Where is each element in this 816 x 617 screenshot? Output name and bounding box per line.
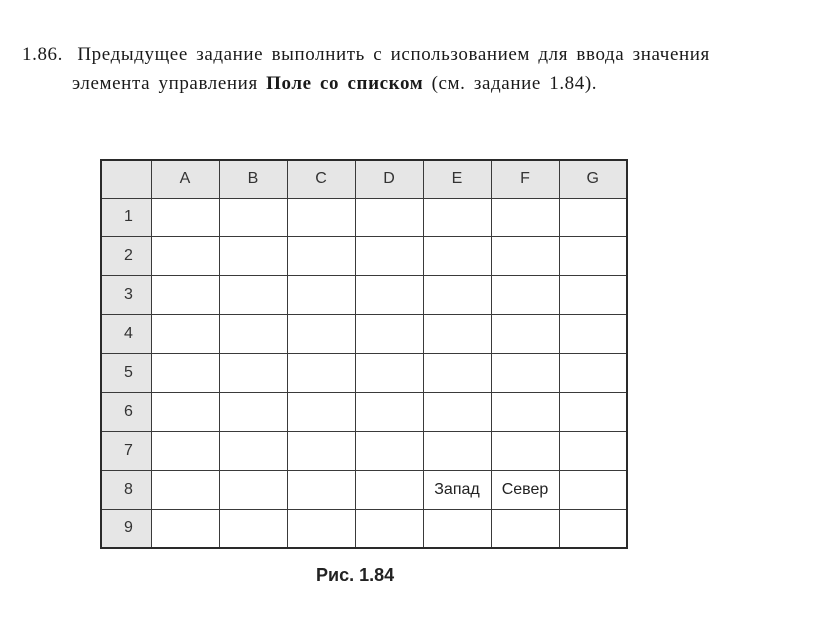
row-header: 9 [101, 509, 151, 548]
cell-a8 [151, 470, 219, 509]
cell-g9 [559, 509, 627, 548]
cell-f4 [491, 315, 559, 354]
row-header: 2 [101, 237, 151, 276]
cell-b6 [219, 392, 287, 431]
cell-b1 [219, 198, 287, 237]
spreadsheet-figure [100, 159, 628, 549]
cell-f8: Север [491, 470, 559, 509]
sheet-body [101, 198, 627, 548]
control-name: Поле со списком [266, 73, 424, 94]
task-text [22, 40, 782, 98]
cell-e8: Запад [423, 470, 491, 509]
table-row [101, 198, 627, 237]
table-row [101, 237, 627, 276]
cell-c5 [287, 354, 355, 393]
task-number: 1.86. [22, 44, 63, 65]
cell-d9 [355, 509, 423, 548]
row-header: 1 [101, 198, 151, 237]
cell-e5 [423, 354, 491, 393]
column-header-c: C [287, 160, 355, 198]
figure-caption: Рис. 1.84 [316, 565, 395, 585]
cell-d8 [355, 470, 423, 509]
column-header-b: B [219, 160, 287, 198]
table-row [101, 354, 627, 393]
column-header-g: G [559, 160, 627, 198]
cell-d1 [355, 198, 423, 237]
task-line-2 [22, 69, 782, 98]
table-row [101, 315, 627, 354]
cell-c4 [287, 315, 355, 354]
cell-e4 [423, 315, 491, 354]
cell-d4 [355, 315, 423, 354]
cell-a4 [151, 315, 219, 354]
row-header: 3 [101, 276, 151, 315]
cell-d6 [355, 392, 423, 431]
table-row [101, 276, 627, 315]
cell-e2 [423, 237, 491, 276]
cell-d3 [355, 276, 423, 315]
cell-a6 [151, 392, 219, 431]
row-header: 6 [101, 392, 151, 431]
cell-d2 [355, 237, 423, 276]
row-header: 4 [101, 315, 151, 354]
cell-f6 [491, 392, 559, 431]
cell-g3 [559, 276, 627, 315]
cell-g7 [559, 431, 627, 470]
task-line-2-suffix: (см. задание 1.84). [431, 73, 598, 94]
cell-a9 [151, 509, 219, 548]
row-header: 7 [101, 431, 151, 470]
cell-e1 [423, 198, 491, 237]
task-line-2-prefix: элемента управления [72, 73, 258, 94]
cell-f7 [491, 431, 559, 470]
column-header-a: A [151, 160, 219, 198]
cell-d5 [355, 354, 423, 393]
cell-f9 [491, 509, 559, 548]
cell-c6 [287, 392, 355, 431]
row-header: 8 [101, 470, 151, 509]
cell-g2 [559, 237, 627, 276]
cell-c7 [287, 431, 355, 470]
table-row [101, 509, 627, 548]
table-row [101, 392, 627, 431]
cell-a2 [151, 237, 219, 276]
cell-c8 [287, 470, 355, 509]
table-row [101, 470, 627, 509]
cell-g1 [559, 198, 627, 237]
cell-g4 [559, 315, 627, 354]
cell-b4 [219, 315, 287, 354]
cell-g6 [559, 392, 627, 431]
cell-e3 [423, 276, 491, 315]
cell-f2 [491, 237, 559, 276]
cell-e6 [423, 392, 491, 431]
cell-c9 [287, 509, 355, 548]
cell-b3 [219, 276, 287, 315]
cell-e7 [423, 431, 491, 470]
cell-c2 [287, 237, 355, 276]
cell-b8 [219, 470, 287, 509]
cell-b7 [219, 431, 287, 470]
cell-a3 [151, 276, 219, 315]
cell-g5 [559, 354, 627, 393]
cell-a1 [151, 198, 219, 237]
column-header-d: D [355, 160, 423, 198]
cell-e9 [423, 509, 491, 548]
corner-cell [101, 160, 151, 198]
cell-b9 [219, 509, 287, 548]
row-header: 5 [101, 354, 151, 393]
column-header-row [101, 160, 627, 198]
cell-c3 [287, 276, 355, 315]
cell-d7 [355, 431, 423, 470]
table-row [101, 431, 627, 470]
cell-f5 [491, 354, 559, 393]
cell-b2 [219, 237, 287, 276]
cell-f3 [491, 276, 559, 315]
cell-a5 [151, 354, 219, 393]
cell-b5 [219, 354, 287, 393]
cell-g8 [559, 470, 627, 509]
cell-f1 [491, 198, 559, 237]
task-line-1 [22, 40, 782, 69]
task-line-1-text: Предыдущее задание выполнить с использованием для ввода значения [77, 44, 710, 65]
cell-a7 [151, 431, 219, 470]
column-header-e: E [423, 160, 491, 198]
cell-c1 [287, 198, 355, 237]
column-header-f: F [491, 160, 559, 198]
